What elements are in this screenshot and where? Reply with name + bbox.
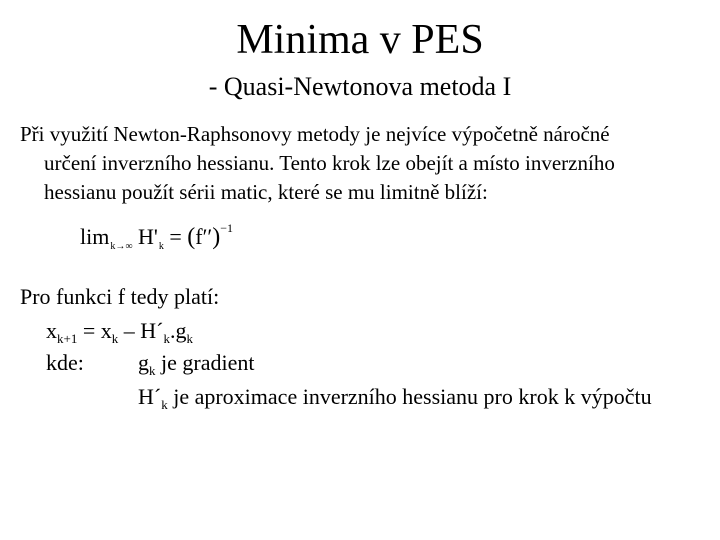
def-symbol: H´ [138, 384, 162, 409]
equals-sign: = [163, 224, 188, 249]
eq-x: x [46, 318, 57, 343]
section-heading: Pro funkci f tedy platí: [20, 284, 220, 309]
slide-title: Minima v PES [236, 17, 484, 63]
def-text: je gradient [155, 350, 255, 375]
second-derivative-symbol: f′′ [195, 224, 213, 249]
eq-x-next-subscript: k+1 [57, 331, 78, 346]
limit-formula [80, 208, 233, 267]
slide-subtitle: - Quasi-Newtonova metoda I [208, 72, 512, 101]
hessian-subscript: k [158, 241, 164, 252]
intro-line: hessianu použít sérii matic, které se mu limitně blíží: [44, 180, 488, 204]
hessian-approx-symbol: H' [137, 224, 158, 249]
paren-open: ( [187, 224, 196, 250]
definitions-label: kde: [46, 350, 84, 375]
intro-paragraph [20, 120, 710, 207]
paren-close: ) [212, 224, 221, 250]
eq-dot-g: .g [169, 318, 187, 343]
def-subscript: k [149, 363, 156, 378]
eq-minus-h: – H´ [118, 318, 164, 343]
def-subscript: k [161, 397, 168, 412]
intro-line: Při využití Newton-Raphsonovy metody je nejvíce výpočetně náročné [20, 122, 610, 146]
definition-hessian [138, 381, 652, 421]
def-text: je aproximace inverzního hessianu pro krok k výpočtu [167, 384, 652, 409]
eq-g-subscript: k [186, 331, 193, 346]
eq-middle: = x [77, 318, 112, 343]
lim-operator: lim [80, 224, 110, 249]
eq-x-subscript: k [111, 331, 119, 346]
eq-h-subscript: k [163, 331, 170, 346]
inverse-exponent: −1 [220, 221, 233, 235]
lim-subscript: k→∞ [110, 241, 133, 252]
intro-line: určení inverzního hessianu. Tento krok lze obejít a místo inverzního [44, 151, 615, 175]
def-symbol: g [138, 350, 149, 375]
